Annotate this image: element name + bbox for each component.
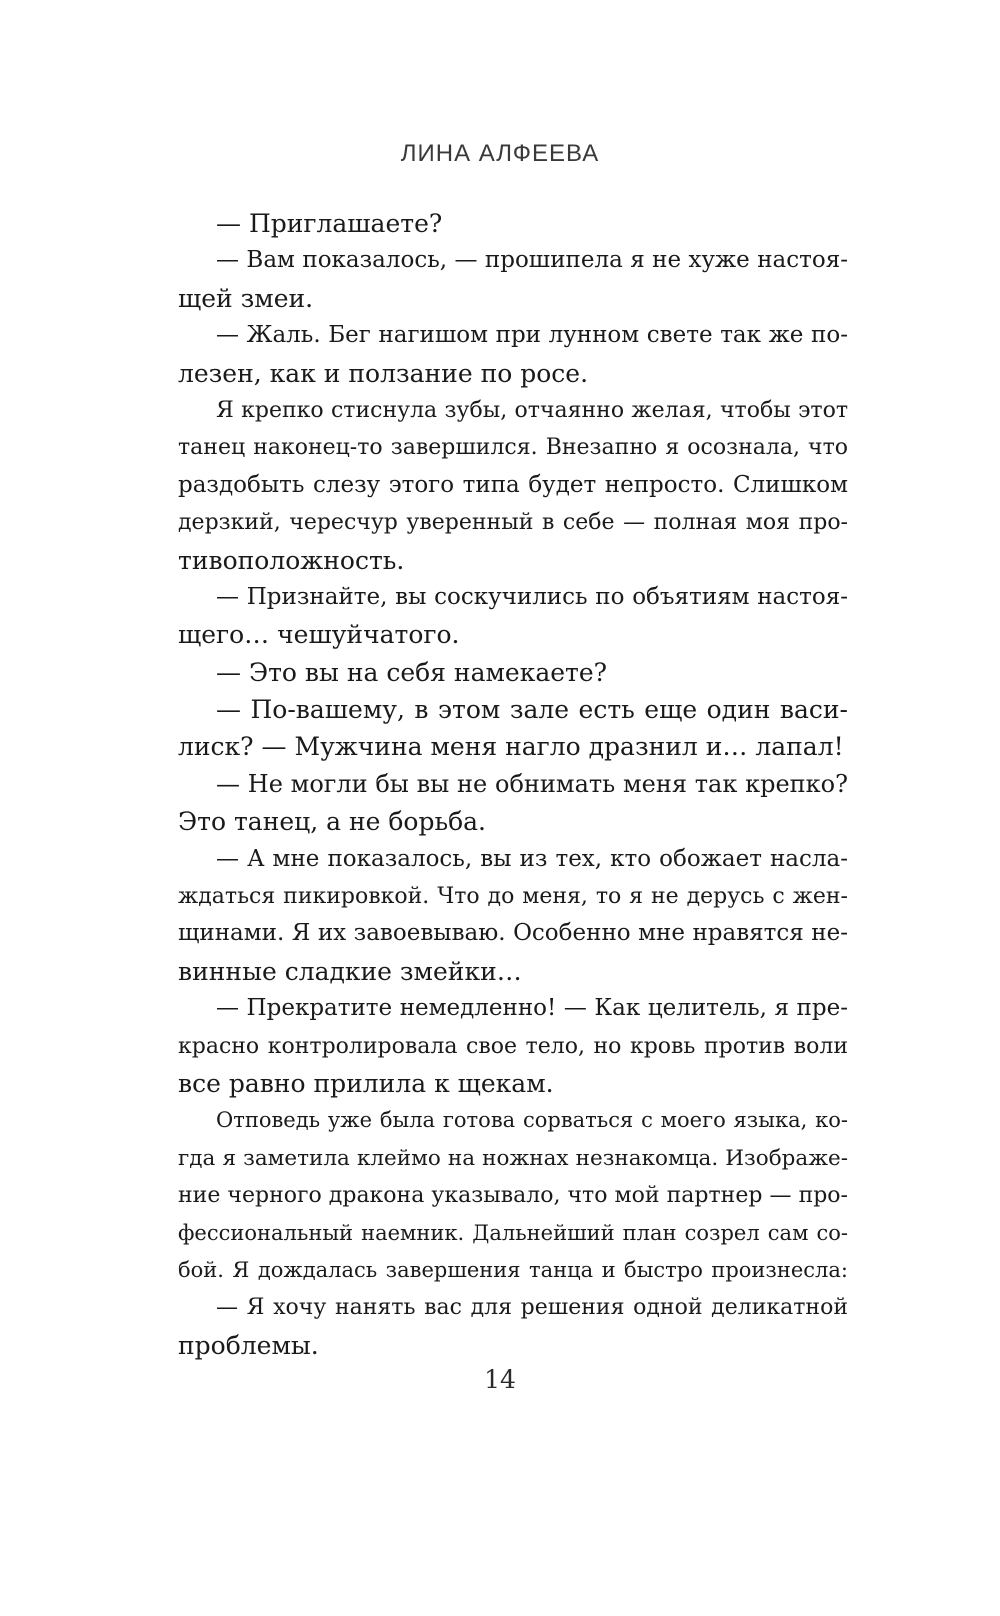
text-line: — Признайте, вы соскучились по объятиям настоя- bbox=[216, 583, 848, 610]
text-line: все равно прилила к щекам. bbox=[178, 1068, 554, 1098]
text-line: щинами. Я их завоевываю. Особенно мне нравятся не- bbox=[178, 920, 848, 947]
text-line: ние черного дракона указывало, что мой партнер — про- bbox=[178, 1183, 848, 1209]
text-line: лиск? — Мужчина меня нагло дразнил и… лапал! bbox=[178, 732, 844, 762]
running-head: ЛИНА АЛФЕЕВА bbox=[400, 140, 600, 167]
text-line: бой. Я дождалась завершения танца и быстро произнесла: bbox=[178, 1257, 848, 1282]
text-line: Отповедь уже была готова сорваться с моего языка, ко- bbox=[216, 1108, 848, 1133]
text-line: Это танец, а не борьба. bbox=[178, 807, 486, 837]
text-line: гда я заметила клеймо на ножнах незнакомца. Изображе- bbox=[178, 1145, 848, 1171]
text-line: щей змеи. bbox=[178, 283, 314, 313]
text-line: раздобыть слезу этого типа будет непросто. Слишком bbox=[178, 471, 848, 498]
text-line: Я крепко стиснула зубы, отчаянно желая, чтобы этот bbox=[216, 397, 848, 423]
text-line: дерзкий, чересчур уверенный в себе — полная моя про- bbox=[178, 510, 848, 536]
text-line: — Приглашаете? bbox=[216, 209, 443, 238]
text-line: — Не могли бы вы не обнимать меня так крепко? bbox=[216, 769, 848, 798]
text-line: проблемы. bbox=[178, 1330, 319, 1360]
body-text bbox=[178, 205, 848, 1364]
text-line: — А мне показалось, вы из тех, кто обожает насла- bbox=[216, 845, 848, 872]
text-line: ждаться пикировкой. Что до меня, то я не дерусь с жен- bbox=[178, 884, 848, 910]
text-line: лезен, как и ползание по росе. bbox=[178, 358, 589, 388]
text-line: винные сладкие змейки… bbox=[178, 956, 522, 986]
text-line: — По-вашему, в этом зале есть еще один васи- bbox=[216, 695, 848, 725]
text-line: — Я хочу нанять вас для решения одной деликатной bbox=[216, 1295, 848, 1321]
text-line: — Вам показалось, — прошипела я не хуже настоя- bbox=[216, 247, 848, 274]
text-line: — Жаль. Бег нагишом при лунном свете так же по- bbox=[216, 322, 848, 349]
page-number: 14 bbox=[484, 1365, 516, 1394]
text-line: щего… чешуйчатого. bbox=[178, 620, 460, 650]
text-line: красно контролировала свое тело, но кровь против воли bbox=[178, 1033, 848, 1059]
text-line: — Это вы на себя намекаете? bbox=[216, 657, 608, 687]
text-line: танец наконец-то завершился. Внезапно я осознала, что bbox=[178, 435, 848, 461]
text-line: — Прекратите немедленно! — Как целитель, я пре- bbox=[216, 995, 848, 1022]
text-line: тивоположность. bbox=[178, 545, 405, 575]
text-line: фессиональный наемник. Дальнейший план созрел сам со- bbox=[178, 1220, 848, 1245]
